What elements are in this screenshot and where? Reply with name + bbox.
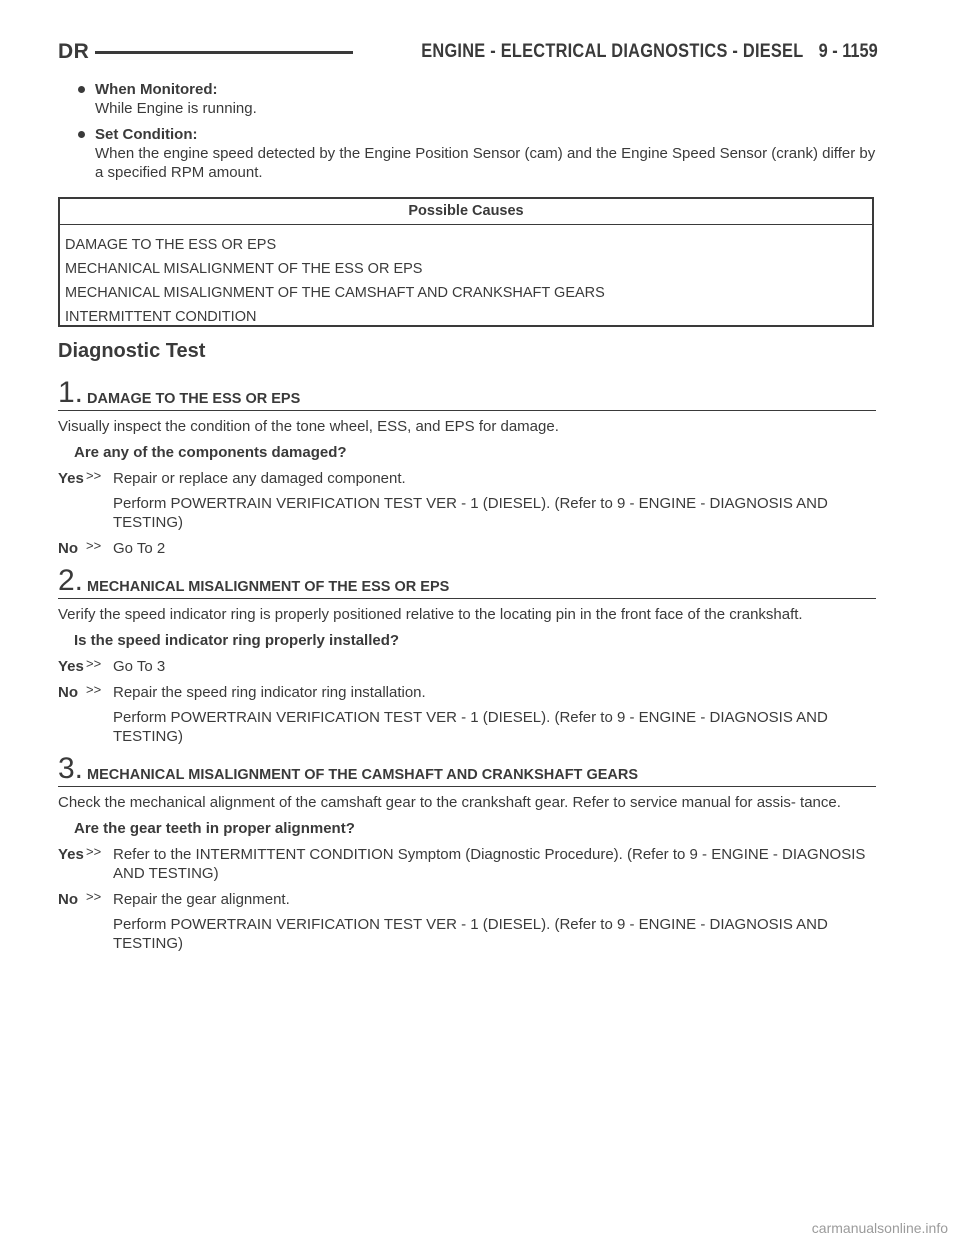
step-header	[58, 378, 876, 411]
bullet-dot-icon	[78, 86, 85, 93]
step-question: Are any of the components damaged?	[74, 444, 347, 461]
step-number: 1.	[58, 376, 84, 409]
bullet-when-monitored	[78, 80, 878, 118]
step-title: MECHANICAL MISALIGNMENT OF THE CAMSHAFT AND CRANKSHAFT GEARS	[87, 767, 639, 783]
answer-body	[113, 845, 876, 883]
possible-causes-list	[60, 225, 872, 329]
answer-line: Perform POWERTRAIN VERIFICATION TEST VER - 1 (DIESEL). (Refer to 9 - ENGINE - DIAGNOSIS AND TESTING)	[113, 709, 828, 745]
answer-label: No	[58, 540, 78, 557]
possible-causes-heading: Possible Causes	[60, 199, 872, 225]
possible-causes-table	[58, 197, 874, 327]
step-number: 3.	[58, 752, 84, 785]
cause-item: DAMAGE TO THE ESS OR EPS	[65, 237, 277, 253]
header-rule	[95, 51, 353, 54]
answer-line: Go To 2	[113, 540, 166, 557]
answer-no	[58, 539, 876, 558]
bullet-label: Set Condition:	[95, 126, 198, 143]
cause-item: MECHANICAL MISALIGNMENT OF THE ESS OR EPS	[65, 261, 423, 277]
answer-label: No	[58, 891, 78, 908]
answer-body	[113, 890, 876, 953]
answer-label: No	[58, 684, 78, 701]
cause-item: MECHANICAL MISALIGNMENT OF THE CAMSHAFT AND CRANKSHAFT GEARS	[65, 285, 605, 301]
step-header	[58, 566, 876, 599]
step-title: DAMAGE TO THE ESS OR EPS	[87, 391, 301, 407]
answer-line: Repair the gear alignment.	[113, 891, 290, 908]
model-code: DR	[58, 40, 90, 63]
answer-yes	[58, 469, 876, 532]
page-header	[58, 38, 878, 66]
arrow-icon: >>	[86, 844, 102, 859]
answer-label: Yes	[58, 470, 84, 487]
step-number: 2.	[58, 564, 84, 597]
diagnostic-step-3	[58, 754, 876, 953]
step-question: Is the speed indicator ring properly installed?	[74, 632, 400, 649]
arrow-icon: >>	[86, 682, 102, 697]
answer-body	[113, 469, 876, 532]
bullet-text: While Engine is running.	[95, 100, 257, 117]
page-number: 9 - 1159	[818, 41, 878, 62]
diagnostic-step-1	[58, 378, 876, 558]
cause-item: INTERMITTENT CONDITION	[65, 309, 257, 325]
step-question: Are the gear teeth in proper alignment?	[74, 820, 355, 837]
section-header-title: ENGINE - ELECTRICAL DIAGNOSTICS - DIESEL	[421, 41, 804, 62]
arrow-icon: >>	[86, 468, 102, 483]
answer-label: Yes	[58, 846, 84, 863]
diagnostic-step-2	[58, 566, 876, 746]
bullet-dot-icon	[78, 131, 85, 138]
bullet-set-condition	[78, 125, 878, 182]
bullet-text: When the engine speed detected by the Engine Position Sensor (cam) and the Engine Speed Sensor (crank) differ by a specified RPM amount.	[95, 145, 876, 181]
arrow-icon: >>	[86, 889, 102, 904]
step-title: MECHANICAL MISALIGNMENT OF THE ESS OR EPS	[87, 579, 450, 595]
answer-label: Yes	[58, 658, 84, 675]
answer-line: Refer to the INTERMITTENT CONDITION Symptom (Diagnostic Procedure). (Refer to 9 - ENGINE - DIAGNOSIS AND TESTING)	[113, 846, 866, 882]
bullet-label: When Monitored:	[95, 81, 218, 98]
answer-no	[58, 890, 876, 953]
watermark: carmanualsonline.info	[811, 1220, 948, 1236]
step-description: Check the mechanical alignment of the camshaft gear to the crankshaft gear. Refer to service manual for assis- tance.	[58, 794, 841, 811]
answer-body	[113, 683, 876, 746]
step-description: Verify the speed indicator ring is properly positioned relative to the locating pin in the front face of the crankshaft.	[58, 606, 803, 623]
answer-line: Repair or replace any damaged component.	[113, 470, 406, 487]
answer-line: Perform POWERTRAIN VERIFICATION TEST VER - 1 (DIESEL). (Refer to 9 - ENGINE - DIAGNOSIS AND TESTING)	[113, 916, 828, 952]
answer-body	[113, 539, 876, 558]
step-description: Visually inspect the condition of the tone wheel, ESS, and EPS for damage.	[58, 418, 559, 435]
answer-yes	[58, 845, 876, 883]
arrow-icon: >>	[86, 538, 102, 553]
answer-no	[58, 683, 876, 746]
answer-line: Go To 3	[113, 658, 166, 675]
arrow-icon: >>	[86, 656, 102, 671]
answer-yes	[58, 657, 876, 676]
monitor-bullets	[78, 80, 878, 189]
answer-line: Perform POWERTRAIN VERIFICATION TEST VER - 1 (DIESEL). (Refer to 9 - ENGINE - DIAGNOSIS AND TESTING)	[113, 495, 828, 531]
diagnostic-test-title: Diagnostic Test	[58, 340, 206, 362]
answer-body	[113, 657, 876, 676]
step-header	[58, 754, 876, 787]
answer-line: Repair the speed ring indicator ring installation.	[113, 684, 426, 701]
